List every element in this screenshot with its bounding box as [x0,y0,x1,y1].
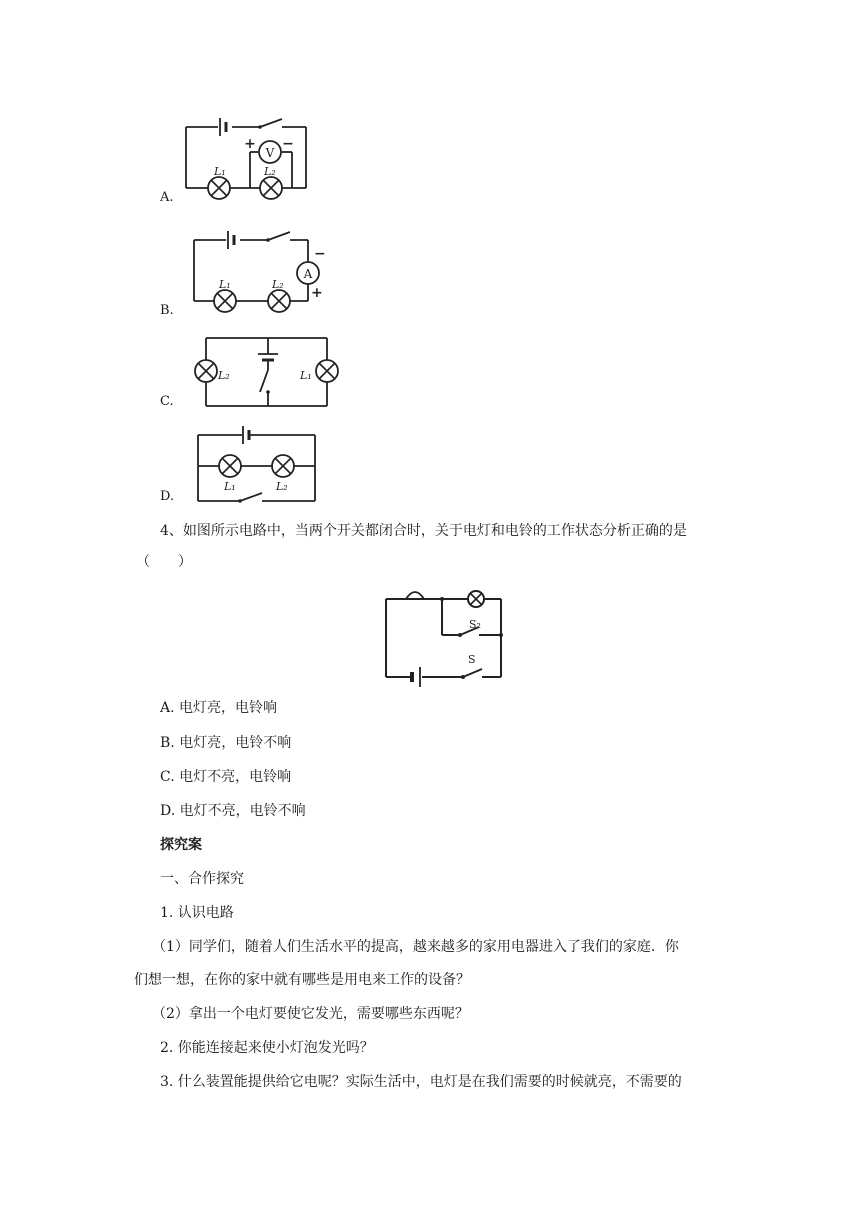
switch-s2-pivot [458,633,462,637]
choice-d: D. 电灯不亮，电铃不响 [160,803,306,819]
lamp-l2-icon [260,177,282,199]
question-4-circuit-diagram [378,583,508,683]
lamp-l2-label: L₂ [272,278,284,291]
lamp-l1-label: L₁ [224,480,236,493]
switch-s-pivot [461,675,465,679]
junction-dot [499,633,503,637]
option-d-label: D. [160,489,175,504]
lamp-l1-label: L₁ [214,165,226,178]
ammeter-plus: + [311,285,323,301]
choice-a: A. 电灯亮，电铃响 [160,700,278,716]
choice-c: C. 电灯不亮，电铃响 [160,769,292,785]
switch-pivot [266,238,270,242]
option-a-label: A. [160,190,174,205]
section-subheading: 一、合作探究 [160,871,244,887]
junction-dot [440,597,444,601]
lamp-l2-label: L₂ [276,480,288,493]
item-1: 1. 认识电路 [160,905,234,921]
lamp-l2-icon [268,290,290,312]
choice-b: B. 电灯亮，电铃不响 [160,735,292,751]
question-4-line2: （ ） [136,554,192,570]
ammeter-minus: − [314,246,326,262]
item-3: 3. 什么装置能提供给它电呢？实际生活中，电灯是在我们需要的时候就亮，不需要的 [160,1074,682,1090]
paragraph-1-line1: （1）同学们，随着人们生活水平的提高，越来越多的家用电器进入了我们的家庭．你 [152,939,679,955]
lamp-l2-label: L₂ [264,165,276,178]
lamp-l2-icon [195,360,217,382]
lamp-l1-label: L₁ [219,278,231,291]
voltmeter-minus: − [282,136,294,152]
circuit-c-diagram [192,334,342,414]
lamp-l2-icon [272,455,294,477]
circuit-a-diagram [180,112,315,212]
switch-s-label: S [468,653,476,666]
lamp-l1-label: L₁ [300,369,312,382]
circuit-b-diagram [188,225,326,325]
paragraph-1-line2: 们想一想，在你的家中就有哪些是用电来工作的设备？ [134,972,470,988]
item-2: 2. 你能连接起来使小灯泡发光吗？ [160,1040,374,1056]
lamp-l1-icon [208,177,230,199]
switch-pivot [238,499,242,503]
switch-pivot [258,125,262,129]
option-c-label: C. [160,394,174,409]
switch-pivot [266,390,270,394]
lamp-icon [468,591,484,607]
voltmeter-symbol: V [265,146,275,160]
electric-bell-icon [404,592,426,599]
ammeter-symbol: A [303,267,313,281]
paragraph-2: （2）拿出一个电灯要使它发光，需要哪些东西呢？ [152,1006,469,1022]
question-4-line1: 4、如图所示电路中，当两个开关都闭合时，关于电灯和电铃的工作状态分析正确的是 [160,523,687,539]
lamp-l1-icon [219,455,241,477]
circuit-d-diagram [190,423,325,508]
section-heading: 探究案 [160,837,202,853]
option-b-label: B. [160,303,174,318]
lamp-l1-icon [214,290,236,312]
switch-s2-label: S₂ [469,618,481,631]
voltmeter-plus: + [244,136,256,152]
lamp-l1-icon [316,360,338,382]
lamp-l2-label: L₂ [218,369,230,382]
